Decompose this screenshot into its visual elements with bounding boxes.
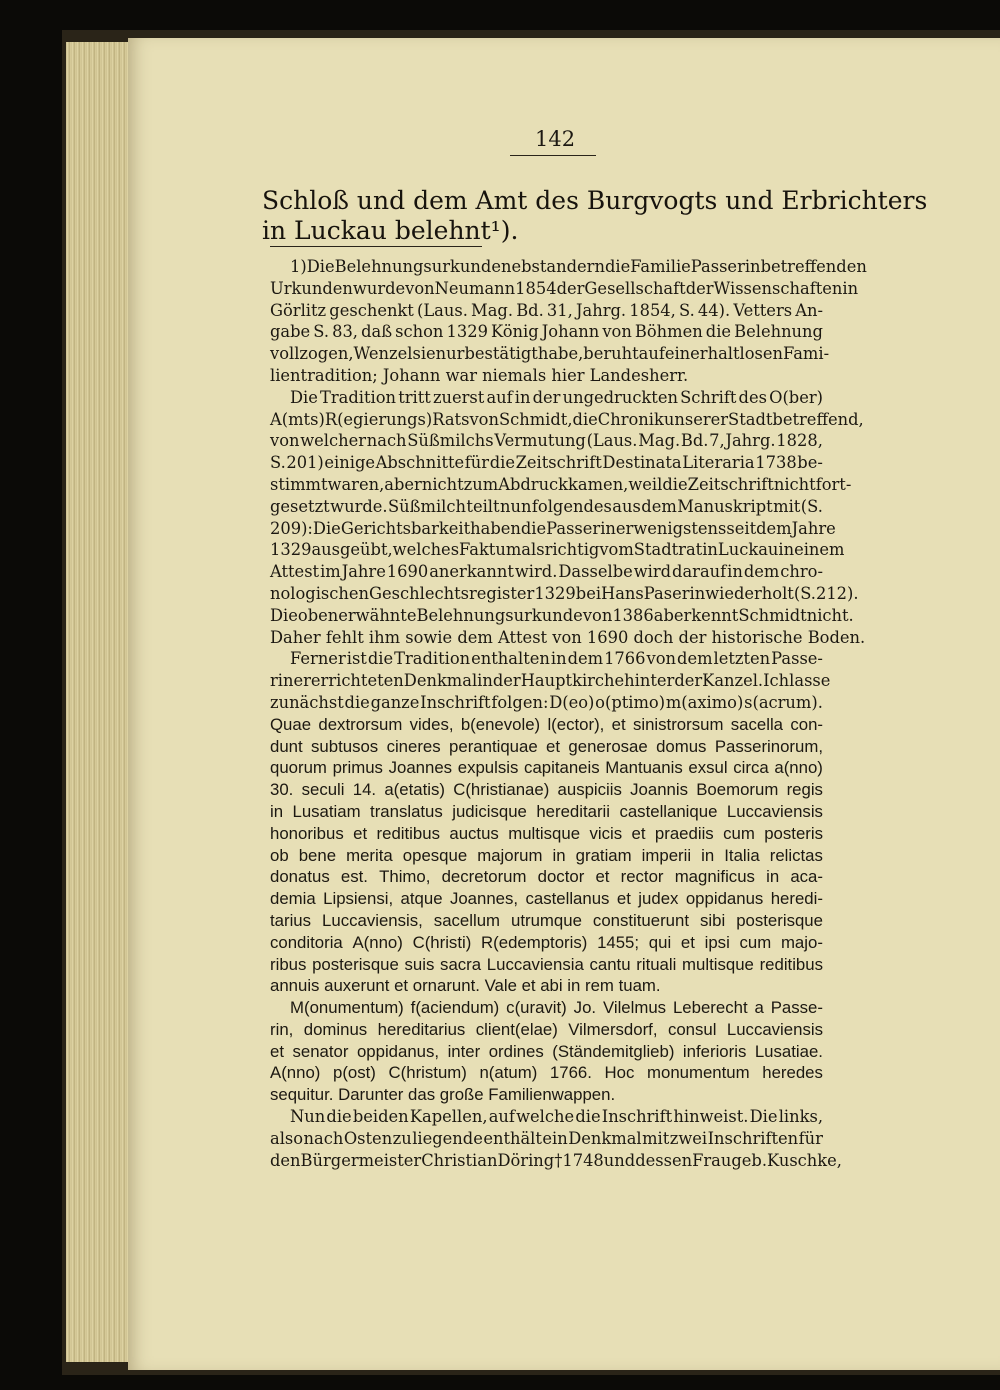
text-line: 1) Die Belehnungsurkunde nebst andern die Familie Passerin betreffenden	[290, 257, 867, 276]
text-line: demia Lipsiensi, atque Joannes, castellanus et judex oppidanus heredi-	[270, 889, 823, 909]
page-edges	[66, 42, 136, 1362]
text-line: Nun die beiden Kapellen, auf welche die Inschrift hinweist. Die links,	[290, 1107, 823, 1127]
text-line: in Lusatiam translatus judicisque hereditarii castellanique Luccaviensis	[270, 801, 823, 821]
heading-line-2: in Luckau belehnt¹).	[262, 216, 519, 245]
heading-line-1: Schloß und dem Amt des Burgvogts und Erbrichters	[262, 186, 928, 215]
text-line: donatus est. Thimo, decretorum doctor et rector magnificus in aca-	[270, 867, 823, 887]
text-line: 209): Die Gerichtsbarkeit haben die Passeriner wenigstens seit dem Jahre	[270, 518, 836, 538]
text-line: quorum primus Joannes expulsis capitaneis Mantuanis exsul circa a(nno)	[270, 758, 823, 778]
text-line: Die Tradition tritt zuerst auf in der ungedruckten Schrift des O(ber)	[290, 387, 823, 407]
text-line: Urkunden wurde von Neumann 1854 der Gesellschaft der Wissenschaften in	[270, 278, 859, 298]
text-line: Attest im Jahre 1690 anerkannt wird. Dasselbe wird darauf in dem chro-	[270, 562, 823, 582]
text-line: 1329 ausgeübt, welches Faktum als richtig vom Stadtrat in Luckau in einem	[270, 540, 845, 560]
text-line: honoribus et reditibus auctus multisque vicis et praediis cum posteris	[270, 823, 823, 843]
section-heading	[262, 186, 928, 246]
text-line: zunächst die ganze Inschrift folgen: D(eo) o(ptimo) m(aximo) s(acrum).	[270, 692, 823, 712]
text-line: conditoria A(nno) C(hristi) R(edemptoris) 1455; qui et ipsi cum majo-	[270, 932, 823, 952]
text-line: nologischen Geschlechtsregister 1329 bei Hans Paserin wiederholt (S. 212).	[270, 583, 859, 603]
text-line: 30. seculi 14. a(etatis) C(hristianae) auspiciis Joannis Boemorum regis	[270, 780, 823, 800]
text-line: vollzogen, Wenzel sie nur bestätigt habe, beruht auf einer haltlosen Fami-	[270, 344, 830, 364]
text-line: also nach Osten zu liegende enthält ein Denkmal mit zwei Inschriften für	[270, 1128, 823, 1148]
text-line: Quae dextrorsum vides, b(enevole) l(ector), et sinistrorsum sacella con-	[270, 714, 823, 734]
text-line: A(mts) R(egierungs) Rats von Schmidt, die Chronik unserer Stadt betreffend,	[270, 409, 864, 429]
page-number-rule	[510, 155, 596, 156]
text-line: lientradition; Johann war niemals hier Landesherr.	[270, 365, 689, 385]
footnote-rule	[270, 246, 482, 247]
text-line: et senator oppidanus, inter ordines (Ständemitglieb) inferioris Lusatiae.	[270, 1041, 823, 1061]
text-line: stimmt waren, aber nicht zum Abdruck kamen, weil die Zeitschrift nicht fort-	[270, 474, 852, 494]
text-line: S. 201) einige Abschnitte für die Zeitschrift Destinata Literaria 1738 be-	[270, 453, 823, 473]
body-text	[270, 256, 867, 1171]
text-line: gesetzt wurde. Süßmilch teilt nun folgendes aus dem Manuskript mit (S.	[270, 496, 823, 516]
text-line: Die oben erwähnte Belehnungsurkunde von 1386 aber kennt Schmidt nicht.	[270, 605, 854, 625]
text-line: A(nno) p(ost) C(hristum) n(atum) 1766. Hoc monumentum heredes	[270, 1063, 823, 1083]
page-number: 142	[535, 127, 576, 151]
text-line: annuis auxerunt et ornarunt. Vale et abi in rem tuam.	[270, 976, 661, 996]
text-line: Daher fehlt ihm sowie dem Attest von 1690 doch der historische Boden.	[270, 627, 866, 647]
text-line: ob bene merita opesque majorum in gratiam imperii in Italia relictas	[270, 845, 823, 865]
text-line: Ferner ist die Tradition enthalten in dem 1766 von dem letzten Passe-	[290, 649, 823, 669]
text-line: gabe S. 83, daß schon 1329 König Johann von Böhmen die Belehnung	[270, 322, 823, 342]
text-line: M(onumentum) f(aciendum) c(uravit) Jo. Vilelmus Leberecht a Passe-	[290, 998, 823, 1018]
text-line: rin, dominus hereditarius client(elae) Vilmersdorf, consul Luccaviensis	[270, 1019, 823, 1039]
text-line: tarius Luccaviensis, sacellum utrumque constituerunt sibi posterisque	[270, 910, 823, 930]
text-line: den Bürgermeister Christian Döring † 1748 und dessen Frau geb. Kuschke,	[270, 1150, 842, 1170]
text-line: riner errichteten Denkmal in der Hauptkirche hinter der Kanzel. Ich lasse	[270, 671, 831, 691]
text-line: dunt subtusos cineres perantiquae et generosae domus Passerinorum,	[270, 736, 823, 756]
text-line: sequitur. Darunter das große Familienwappen.	[270, 1085, 616, 1105]
text-line: Görlitz geschenkt (Laus. Mag. Bd. 31, Jahrg. 1854, S. 44). Vetters An-	[270, 300, 823, 320]
text-line: ribus posterisque suis sacra Luccaviensia cantu rituali multisque reditibus	[270, 954, 823, 974]
text-line: von welcher nach Süßmilchs Vermutung (Laus. Mag. Bd. 7, Jahrg. 1828,	[270, 431, 823, 451]
